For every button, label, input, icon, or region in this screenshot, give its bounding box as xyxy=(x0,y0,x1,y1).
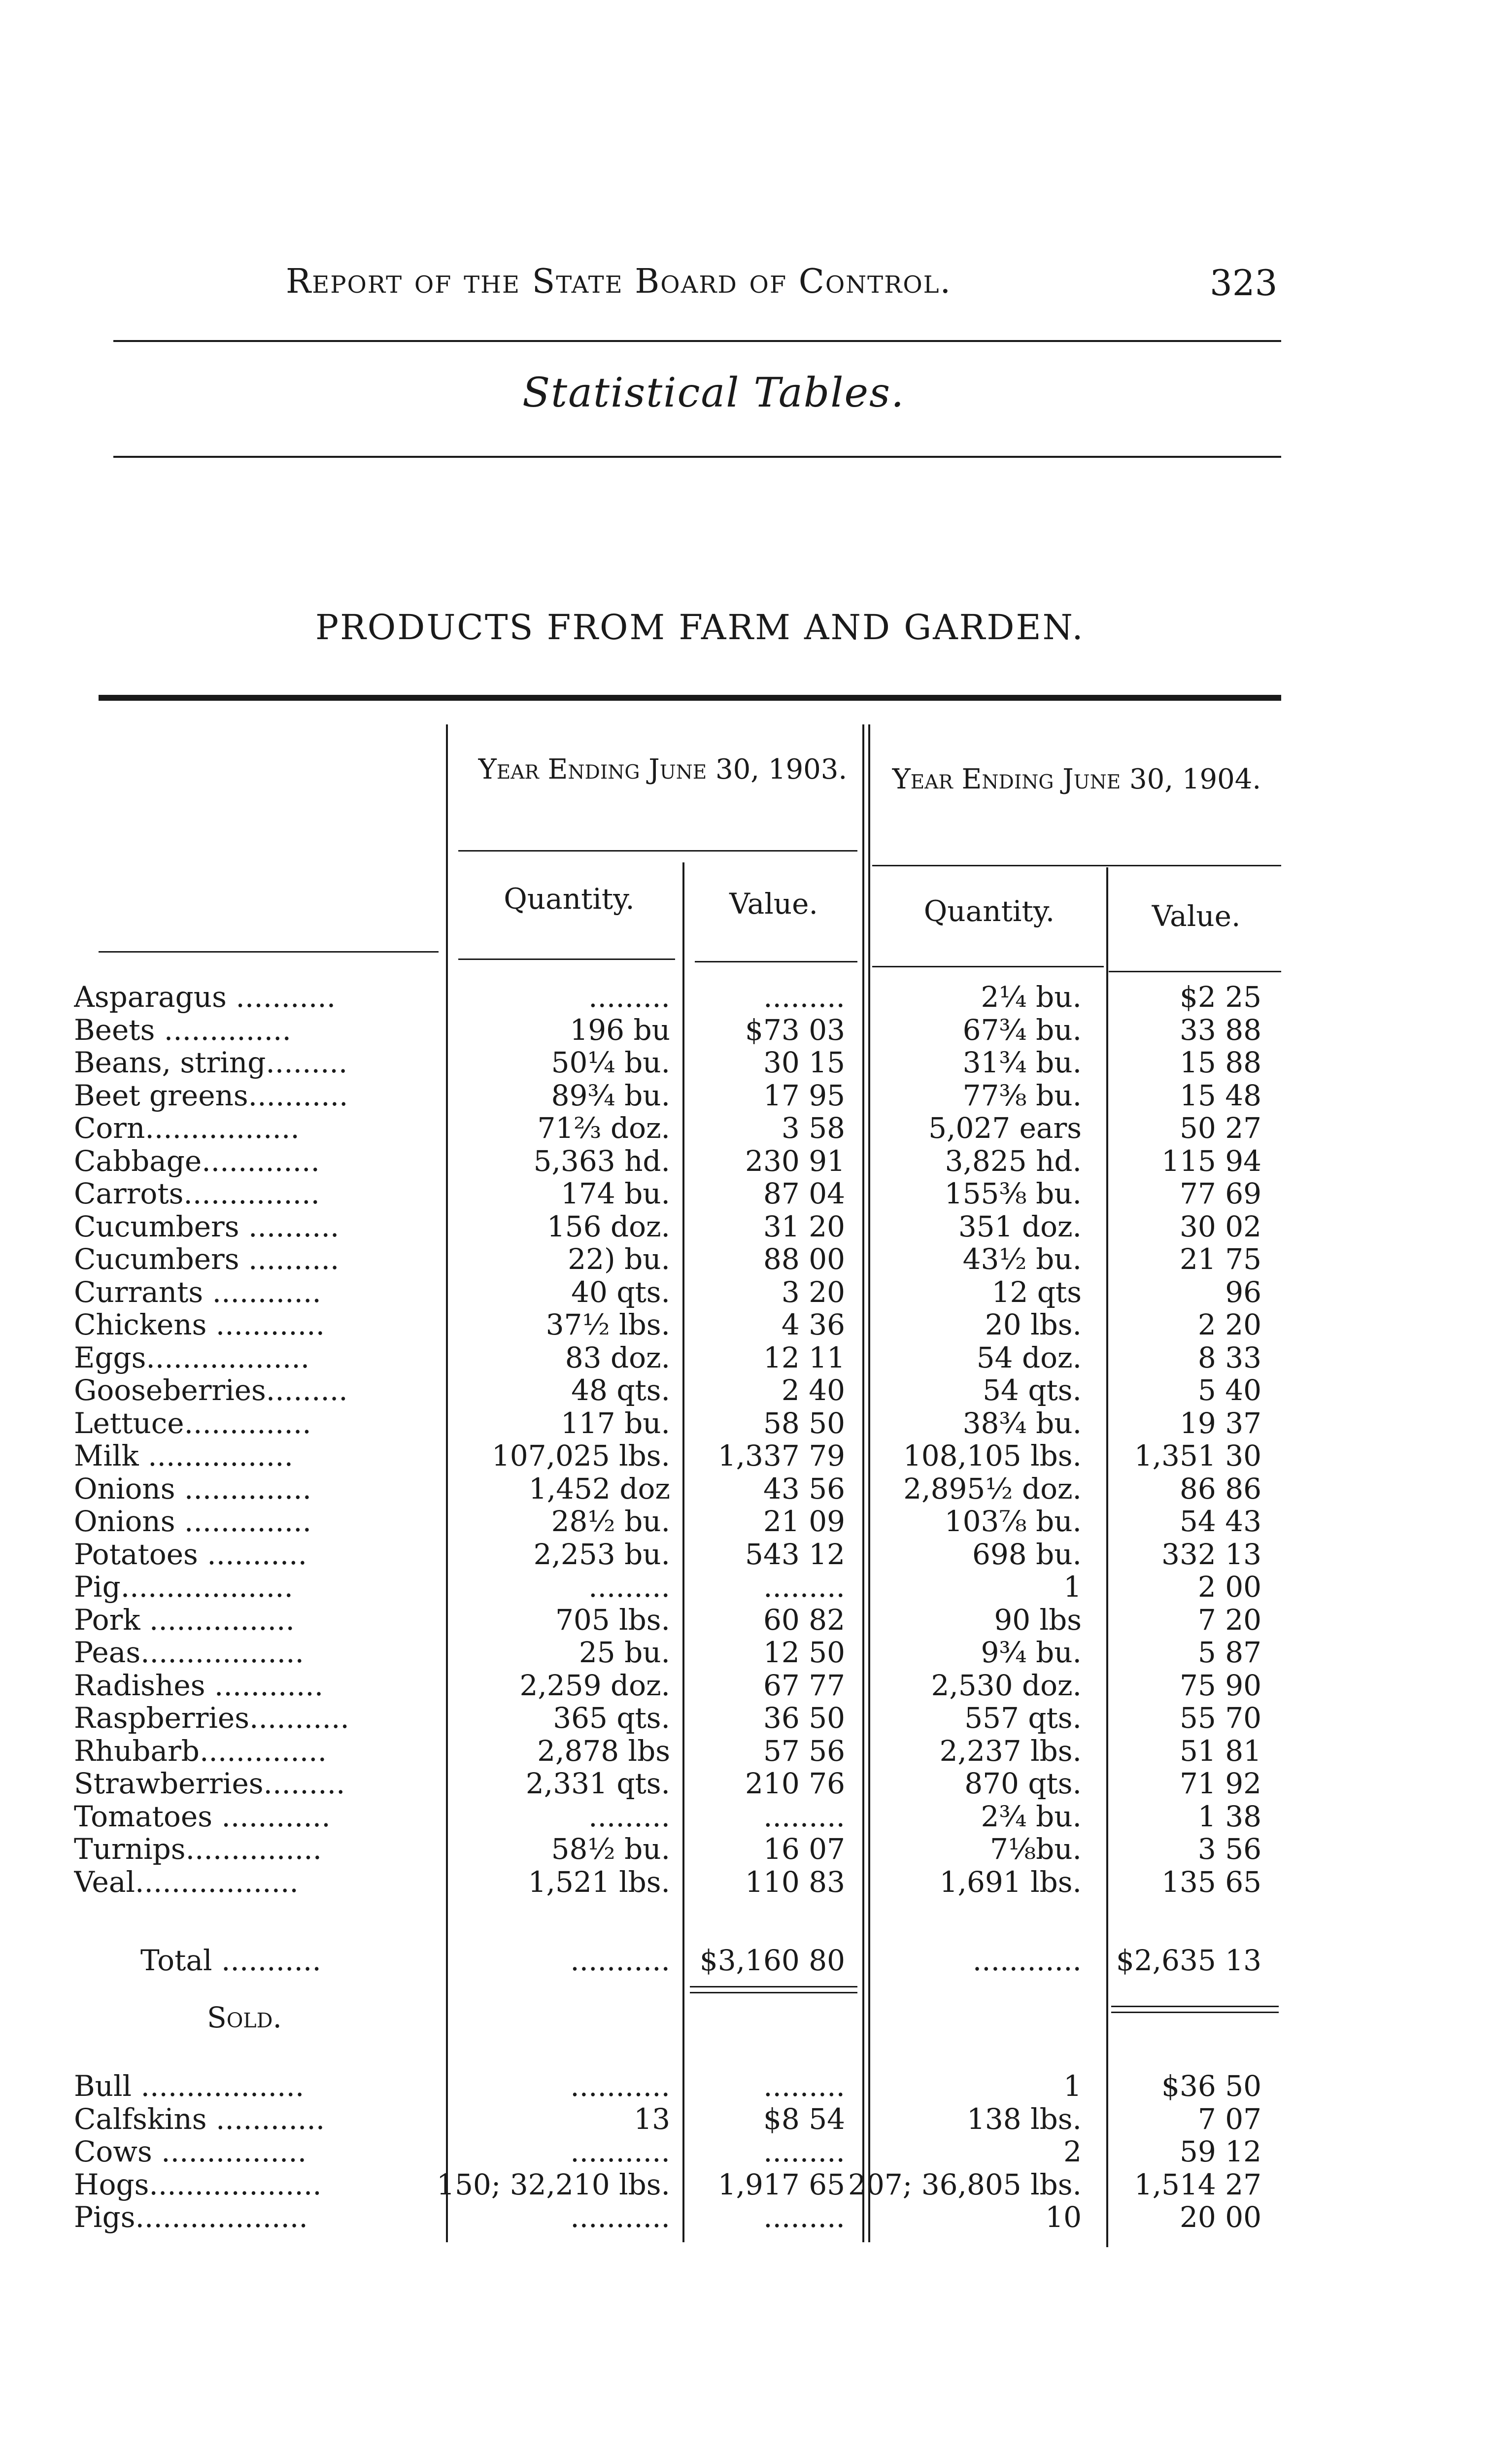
running-head: Report of the State Board of Control. xyxy=(286,262,952,301)
product-q04: 12 qts xyxy=(991,1275,1082,1309)
year-rule-1904 xyxy=(872,865,1281,866)
header-rule-q04 xyxy=(872,966,1104,967)
product-name: Eggs.................. xyxy=(74,1341,310,1374)
product-v04: 115 94 xyxy=(1161,1144,1261,1178)
sold-q03: ........... xyxy=(570,2200,670,2234)
product-row xyxy=(0,1866,1498,1898)
product-q04: 54 qts. xyxy=(983,1373,1082,1407)
sold-row xyxy=(0,2135,1498,2168)
product-q03: 107,025 lbs. xyxy=(491,1439,670,1472)
sold-q04: 207; 36,805 lbs. xyxy=(848,2167,1082,2201)
page-number: 323 xyxy=(1210,262,1278,304)
sold-row xyxy=(0,2168,1498,2201)
sold-v03: ......... xyxy=(763,2069,845,2103)
sold-row xyxy=(0,2070,1498,2102)
product-q04: 38¾ bu. xyxy=(962,1406,1082,1440)
product-name: Asparagus ........... xyxy=(74,981,336,1013)
header-rule-v04 xyxy=(1109,971,1281,972)
product-row xyxy=(0,1374,1498,1406)
product-row xyxy=(0,1243,1498,1275)
product-name: Veal.................. xyxy=(74,1865,299,1898)
product-name: Corn................. xyxy=(74,1112,300,1144)
rule-top xyxy=(113,340,1281,342)
product-q04: 43½ bu. xyxy=(962,1242,1082,1276)
total-double-rule-1904 xyxy=(1111,2006,1279,2007)
product-v03: 230 91 xyxy=(745,1144,845,1178)
product-name: Tomatoes ............ xyxy=(74,1800,331,1833)
sold-q03: 150; 32,210 lbs. xyxy=(437,2167,670,2201)
rule-subhead xyxy=(113,456,1281,458)
product-name: Pork ................ xyxy=(74,1603,295,1636)
product-v04: 7 20 xyxy=(1197,1603,1261,1637)
sold-name: Pigs................... xyxy=(74,2201,308,2233)
product-v04: 1 38 xyxy=(1197,1799,1261,1833)
product-q03: 196 bu xyxy=(570,1013,670,1047)
product-q03: 25 bu. xyxy=(579,1636,670,1669)
sold-name: Calfskins ............ xyxy=(74,2102,325,2135)
product-q04: 698 bu. xyxy=(972,1537,1082,1571)
product-v03: 2 40 xyxy=(781,1373,845,1407)
product-v03: 110 83 xyxy=(745,1865,845,1899)
table-title: PRODUCTS FROM FARM AND GARDEN. xyxy=(315,607,1085,648)
product-v03: 60 82 xyxy=(763,1603,845,1637)
header-rule-stub xyxy=(99,951,439,953)
product-v04: 332 13 xyxy=(1161,1537,1261,1571)
product-q03: 1,452 doz xyxy=(528,1472,670,1506)
sold-row xyxy=(0,2103,1498,2135)
product-q03: 28½ bu. xyxy=(551,1505,670,1538)
product-name: Beets .............. xyxy=(74,1013,291,1046)
product-name: Chickens ............ xyxy=(74,1308,325,1341)
section-subhead: Statistical Tables. xyxy=(522,370,905,416)
quantity-header-1903: Quantity. xyxy=(504,882,635,916)
product-v04: 51 81 xyxy=(1179,1734,1261,1768)
product-q03: 48 qts. xyxy=(571,1373,670,1407)
product-v04: 135 65 xyxy=(1161,1865,1261,1899)
product-name: Onions .............. xyxy=(74,1472,312,1505)
sold-v03: $8 54 xyxy=(763,2102,845,2136)
product-q03: 705 lbs. xyxy=(555,1603,670,1637)
product-v03: 21 09 xyxy=(763,1505,845,1538)
product-q04: 7⅛bu. xyxy=(989,1832,1082,1866)
year-rule-1903 xyxy=(458,850,857,852)
product-v04: 15 88 xyxy=(1179,1046,1261,1079)
product-row xyxy=(0,1833,1498,1865)
product-v04: 54 43 xyxy=(1179,1505,1261,1538)
product-v04: 1,351 30 xyxy=(1134,1439,1261,1472)
product-q04: 3,825 hd. xyxy=(945,1144,1082,1178)
product-v04: 77 69 xyxy=(1179,1177,1261,1210)
sold-q03: ........... xyxy=(570,2069,670,2103)
sold-v03: ......... xyxy=(763,2200,845,2234)
product-v04: 15 48 xyxy=(1179,1078,1261,1112)
product-name: Currants ............ xyxy=(74,1275,321,1308)
product-name: Strawberries......... xyxy=(74,1767,345,1800)
product-q03: 156 doz. xyxy=(546,1209,670,1243)
product-v03: 67 77 xyxy=(763,1668,845,1702)
product-q04: 2,895½ doz. xyxy=(903,1472,1082,1506)
year-header-1903: Year Ending June 30, 1903. xyxy=(478,753,848,786)
product-row xyxy=(0,1341,1498,1374)
product-v04: 3 56 xyxy=(1197,1832,1261,1866)
product-q03: 22) bu. xyxy=(568,1242,670,1276)
product-v03: 88 00 xyxy=(763,1242,845,1276)
product-q03: ......... xyxy=(588,1570,670,1604)
product-v04: 2 20 xyxy=(1197,1308,1261,1341)
product-v03: ......... xyxy=(763,980,845,1014)
header-rule-v03 xyxy=(695,961,857,962)
product-q03: 37½ lbs. xyxy=(545,1308,670,1341)
product-q04: 2,237 lbs. xyxy=(939,1734,1082,1768)
sold-name: Hogs................... xyxy=(74,2168,322,2201)
product-row xyxy=(0,1407,1498,1439)
product-q03: 365 qts. xyxy=(553,1701,670,1735)
product-q03: ......... xyxy=(588,1799,670,1833)
total-label: Total ........... xyxy=(140,1944,321,1977)
product-row xyxy=(0,1046,1498,1079)
product-v03: $73 03 xyxy=(745,1013,845,1047)
product-q03: 2,331 qts. xyxy=(525,1767,670,1800)
product-q03: 117 bu. xyxy=(560,1406,670,1440)
product-q04: 67¾ bu. xyxy=(962,1013,1082,1047)
product-v04: 86 86 xyxy=(1179,1472,1261,1506)
product-q04: 557 qts. xyxy=(964,1701,1082,1735)
product-row xyxy=(0,1538,1498,1571)
product-row xyxy=(0,1702,1498,1734)
product-row xyxy=(0,1014,1498,1046)
product-row xyxy=(0,1767,1498,1800)
product-q03: 83 doz. xyxy=(565,1340,670,1374)
header-rule-q03 xyxy=(458,958,675,960)
product-q04: 2,530 doz. xyxy=(931,1668,1082,1702)
product-v03: 210 76 xyxy=(745,1767,845,1800)
product-v03: 16 07 xyxy=(763,1832,845,1866)
product-v04: 21 75 xyxy=(1179,1242,1261,1276)
product-q03: 71⅔ doz. xyxy=(537,1111,670,1145)
table-top-rule xyxy=(99,695,1281,701)
product-name: Beet greens........... xyxy=(74,1079,348,1112)
product-v03: 543 12 xyxy=(745,1537,845,1571)
product-name: Gooseberries......... xyxy=(74,1374,348,1406)
product-v04: 50 27 xyxy=(1179,1111,1261,1145)
product-row xyxy=(0,1145,1498,1177)
product-v04: 71 92 xyxy=(1179,1767,1261,1800)
product-q03: 89¾ bu. xyxy=(551,1078,670,1112)
product-v03: 87 04 xyxy=(763,1177,845,1210)
product-name: Cucumbers .......... xyxy=(74,1210,340,1243)
sold-section-label: Sold. xyxy=(207,2001,282,2034)
product-q03: 40 qts. xyxy=(571,1275,670,1309)
sold-row xyxy=(0,2201,1498,2233)
product-q03: 174 bu. xyxy=(560,1177,670,1210)
product-row xyxy=(0,1505,1498,1538)
product-row xyxy=(0,1177,1498,1210)
total-q04: ............ xyxy=(972,1944,1082,1977)
product-v04: 75 90 xyxy=(1179,1668,1261,1702)
product-q04: 108,105 lbs. xyxy=(903,1439,1082,1472)
product-name: Turnips............... xyxy=(74,1833,322,1865)
sold-q03: ........... xyxy=(570,2135,670,2168)
product-v04: 2 00 xyxy=(1197,1570,1261,1604)
product-row xyxy=(0,1636,1498,1669)
product-v03: 12 50 xyxy=(763,1636,845,1669)
product-v03: 57 56 xyxy=(763,1734,845,1768)
product-v04: 30 02 xyxy=(1179,1209,1261,1243)
product-row xyxy=(0,1472,1498,1505)
total-v04: $2,635 13 xyxy=(1116,1944,1261,1977)
sold-q04: 138 lbs. xyxy=(966,2102,1082,2136)
product-v03: 30 15 xyxy=(763,1046,845,1079)
product-v04: 33 88 xyxy=(1179,1013,1261,1047)
total-double-rule-1903 xyxy=(690,1986,857,1987)
product-row xyxy=(0,1604,1498,1636)
product-q04: 1,691 lbs. xyxy=(939,1865,1082,1899)
product-row xyxy=(0,1669,1498,1702)
product-name: Pig................... xyxy=(74,1571,293,1603)
product-v04: 55 70 xyxy=(1179,1701,1261,1735)
product-name: Radishes ............ xyxy=(74,1669,324,1702)
product-name: Rhubarb.............. xyxy=(74,1734,327,1767)
product-v03: 1,337 79 xyxy=(717,1439,845,1472)
product-name: Onions .............. xyxy=(74,1505,312,1538)
sold-v04: 59 12 xyxy=(1179,2135,1261,2168)
product-q03: ......... xyxy=(588,980,670,1014)
product-q04: 5,027 ears xyxy=(928,1111,1082,1145)
sold-q03: 13 xyxy=(634,2102,670,2136)
product-name: Lettuce.............. xyxy=(74,1406,311,1439)
total-double-rule-1904-b xyxy=(1111,2012,1279,2013)
product-v03: 58 50 xyxy=(763,1406,845,1440)
quantity-header-1904: Quantity. xyxy=(923,894,1055,928)
product-q04: 9¾ bu. xyxy=(981,1636,1082,1669)
product-v03: ......... xyxy=(763,1570,845,1604)
product-row xyxy=(0,1800,1498,1833)
product-v04: 5 87 xyxy=(1197,1636,1261,1669)
product-v03: 31 20 xyxy=(763,1209,845,1243)
product-q04: 2¼ bu. xyxy=(981,980,1082,1014)
product-row xyxy=(0,1079,1498,1112)
product-q04: 351 doz. xyxy=(958,1209,1082,1243)
sold-q04: 10 xyxy=(1045,2200,1082,2234)
product-name: Potatoes ........... xyxy=(74,1538,307,1571)
product-row xyxy=(0,1276,1498,1308)
product-name: Cabbage............. xyxy=(74,1144,320,1177)
sold-v04: $36 50 xyxy=(1161,2069,1261,2103)
product-v03: 17 95 xyxy=(763,1078,845,1112)
product-q04: 54 doz. xyxy=(976,1340,1082,1374)
total-q03: ........... xyxy=(570,1944,670,1977)
sold-v03: 1,917 65 xyxy=(717,2167,845,2201)
product-name: Raspberries........... xyxy=(74,1702,349,1734)
product-name: Carrots............... xyxy=(74,1177,320,1210)
product-q03: 2,259 doz. xyxy=(519,1668,670,1702)
product-name: Cucumbers .......... xyxy=(74,1243,340,1275)
sold-name: Cows ................ xyxy=(74,2135,307,2168)
sold-q04: 2 xyxy=(1063,2135,1082,2168)
product-v04: 5 40 xyxy=(1197,1373,1261,1407)
product-q03: 50¼ bu. xyxy=(551,1046,670,1079)
product-q03: 2,878 lbs xyxy=(537,1734,670,1768)
sold-v04: 20 00 xyxy=(1179,2200,1261,2234)
product-v04: 19 37 xyxy=(1179,1406,1261,1440)
product-row xyxy=(0,1210,1498,1243)
product-q04: 155⅜ bu. xyxy=(944,1177,1082,1210)
sold-v04: 7 07 xyxy=(1197,2102,1261,2136)
sold-name: Bull .................. xyxy=(74,2070,305,2102)
product-v04: 8 33 xyxy=(1197,1340,1261,1374)
product-q04: 20 lbs. xyxy=(985,1308,1082,1341)
product-q04: 870 qts. xyxy=(964,1767,1082,1800)
product-name: Milk ................ xyxy=(74,1439,294,1472)
product-v03: 36 50 xyxy=(763,1701,845,1735)
year-header-1904: Year Ending June 30, 1904. xyxy=(892,763,1261,795)
product-v03: 12 11 xyxy=(763,1340,845,1374)
total-row xyxy=(0,1944,1498,1977)
product-row xyxy=(0,1308,1498,1341)
product-v04: $2 25 xyxy=(1179,980,1261,1014)
product-v03: 43 56 xyxy=(763,1472,845,1506)
product-q03: 5,363 hd. xyxy=(533,1144,670,1178)
sold-q04: 1 xyxy=(1063,2069,1082,2103)
product-q04: 90 lbs xyxy=(994,1603,1082,1637)
product-row xyxy=(0,1439,1498,1472)
value-header-1903: Value. xyxy=(729,887,818,921)
sold-v04: 1,514 27 xyxy=(1134,2167,1261,2201)
product-q03: 1,521 lbs. xyxy=(528,1865,670,1899)
product-q03: 58½ bu. xyxy=(551,1832,670,1866)
product-v03: 3 58 xyxy=(781,1111,845,1145)
product-row xyxy=(0,1112,1498,1144)
product-row xyxy=(0,1735,1498,1767)
product-v04: 96 xyxy=(1225,1275,1261,1309)
product-q03: 2,253 bu. xyxy=(533,1537,670,1571)
product-q04: 103⅞ bu. xyxy=(944,1505,1082,1538)
product-v03: 4 36 xyxy=(781,1308,845,1341)
total-double-rule-1903-b xyxy=(690,1992,857,1993)
sold-v03: ......... xyxy=(763,2135,845,2168)
product-q04: 77⅜ bu. xyxy=(962,1078,1082,1112)
product-v03: 3 20 xyxy=(781,1275,845,1309)
product-row xyxy=(0,981,1498,1013)
total-v03: $3,160 80 xyxy=(699,1944,845,1977)
value-header-1904: Value. xyxy=(1152,899,1241,933)
product-row xyxy=(0,1571,1498,1603)
product-name: Peas.................. xyxy=(74,1636,304,1669)
product-name: Beans, string......... xyxy=(74,1046,348,1079)
product-q04: 1 xyxy=(1063,1570,1082,1604)
product-q04: 2¾ bu. xyxy=(981,1799,1082,1833)
product-v03: ......... xyxy=(763,1799,845,1833)
product-q04: 31¾ bu. xyxy=(962,1046,1082,1079)
